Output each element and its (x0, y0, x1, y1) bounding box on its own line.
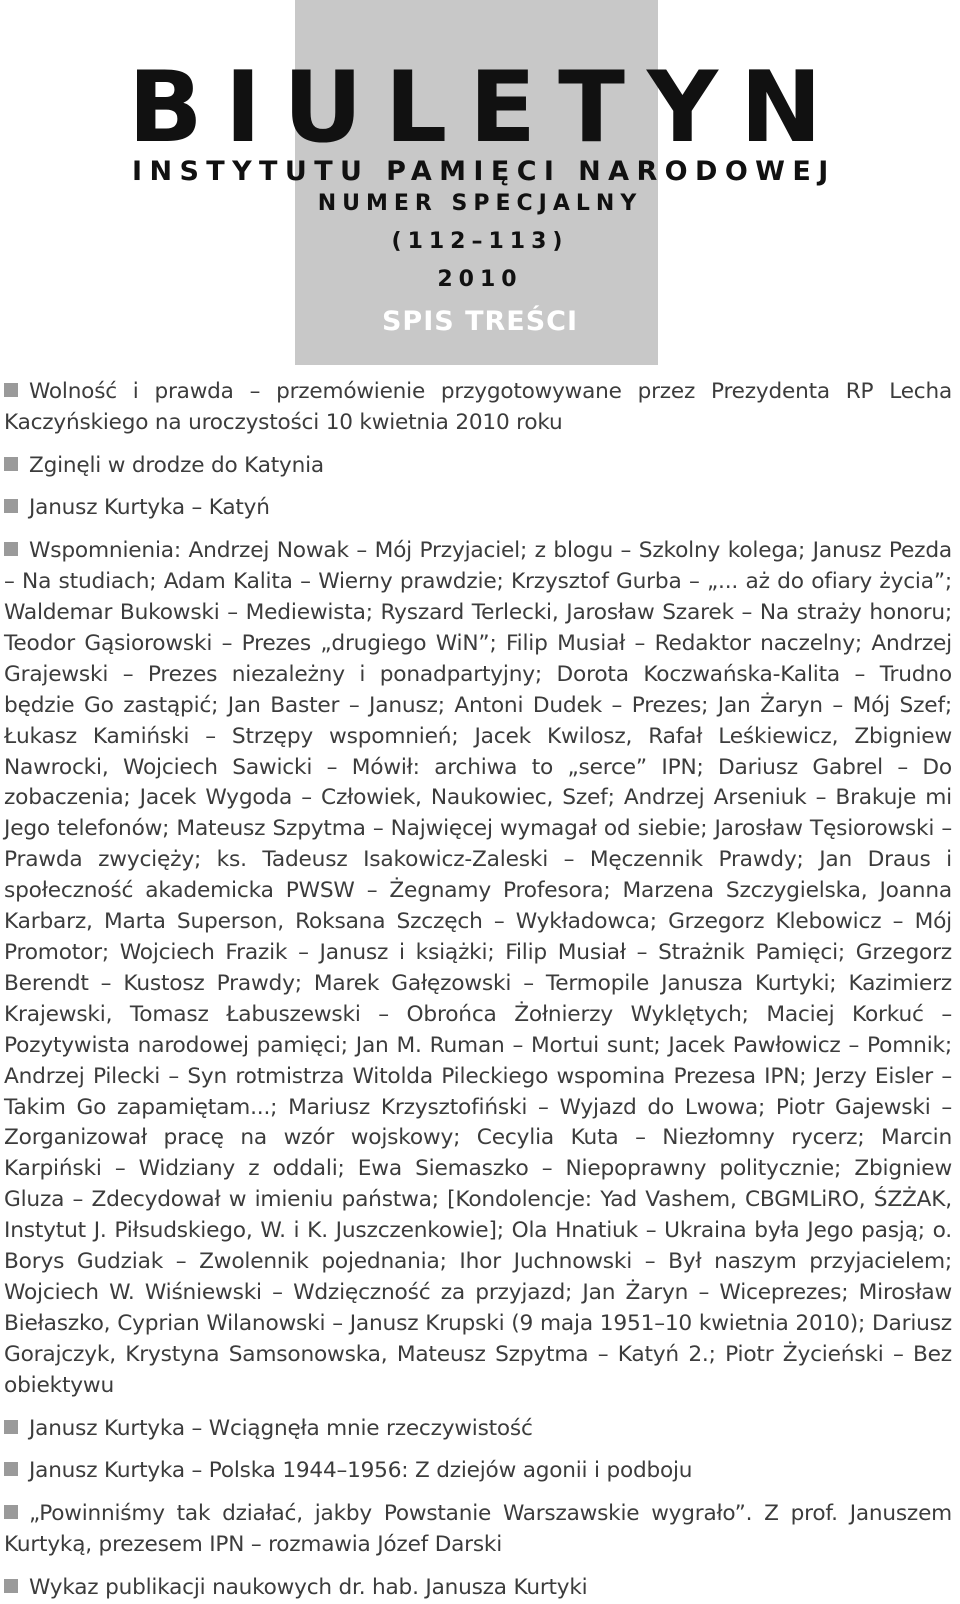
edition-label: NUMER SPECJALNY (317, 191, 643, 216)
toc-entry (4, 493, 952, 524)
square-bullet-icon (4, 457, 18, 471)
publication-subtitle: INSTYTUTU PAMIĘCI NARODOWEJ (132, 156, 836, 187)
square-bullet-icon (4, 1579, 18, 1593)
square-bullet-icon (4, 542, 18, 556)
toc-entry-text: Zginęli w drodze do Katynia (29, 452, 324, 478)
toc-entry-text: „Powinniśmy tak działać, jakby Powstanie Warszawskie wygrało”. Z prof. Januszem Kurtyką, prezesem IPN – rozmawia Józef Darski (4, 1501, 952, 1557)
square-bullet-icon (4, 499, 18, 513)
issue-year: 2010 (437, 267, 523, 292)
square-bullet-icon (4, 383, 18, 397)
toc-heading: SPIS TREŚCI (381, 306, 579, 337)
toc-entry-text: Wolność i prawda – przemówienie przygotowywane przez Prezydenta RP Lecha Kaczyńskiego na uroczystości 10 kwietnia 2010 roku (4, 379, 952, 435)
square-bullet-icon (4, 1505, 18, 1519)
toc-entry-text: Wspomnienia: Andrzej Nowak – Mój Przyjaciel; z blogu – Szkolny kolega; Janusz Pezda – Na studiach; Adam Kalita – Wierny prawdzie; Krzysztof Gurba – „... aż do ofiary życia”; Waldemar Bukowski – Mediewista; Ryszard Terlecki, Jarosław Szarek – Na straży honoru; Teodor Gąsiorowski – Prezes „drugiego WiN”; Filip Musiał – Redaktor naczelny; Andrzej Grajewski – Prezes niezależny i ponadpartyjny; Dorota Koczwańska-Kalita – Trudno będzie Go zastąpić; Jan Baster – Janusz; Antoni Dudek – Prezes; Jan Żaryn – Mój Szef; Łukasz Kamiński – Strzępy wspomnień; Jacek Kwilosz, Rafał Leśkiewicz, Zbigniew Nawrocki, Wojciech Sawicki – Mówił: archiwa to „serce” IPN; Dariusz Gabrel – Do zobaczenia; Jacek Wygoda – Człowiek, Naukowiec, Szef; Andrzej Arseniuk – Brakuje mi Jego telefonów; Mateusz Szpytma – Najwięcej wymagał od siebie; Jarosław Tęsiorowski – Prawda zwycięży; ks. Tadeusz Isakowicz-Zaleski – Męczennik Prawdy; Jan Draus i społeczność akademicka PWSW – Żegnamy Profesora; Marzena Szczygielska, Joanna Karbarz, Marta Superson, Roksana Szczęch – Wykładowca; Grzegorz Klebowicz – Mój Promotor; Wojciech Frazik – Janusz i książki; Filip Musiał – Strażnik Pamięci; Grzegorz Berendt – Kustosz Prawdy; Marek Gałęzowski – Termopile Janusza Kurtyki; Kazimierz Krajewski, Tomasz Łabuszewski – Obrońca Żołnierzy Wyklętych; Maciej Korkuć – Pozytywista narodowej pamięci; Jan M. Ruman – Mortui sunt; Jacek Pawłowicz – Pomnik; Andrzej Pilecki – Syn rotmistrza Witolda Pileckiego wspomina Prezesa IPN; Jerzy Eisler – Takim Go zapamiętam...; Mariusz Krzysztofiński – Wyjazd do Lwowa; Piotr Gajewski – Zorganizował pracę na wzór wojskowy; Cecylia Kuta – Niezłomny rycerz; Marcin Karpiński – Widziany z oddali; Ewa Siemaszko – Niepoprawny politycznie; Zbigniew Gluza – Zdecydował w imieniu państwa; [Kondolencje: Yad Vashem, CBGMLiRO, ŚZŻAK, Instytut J. Piłsudskiego, W. i K. Juszczenkowie]; Ola Hnatiuk – Ukraina była Jego pasją; o. Borys Gudziak – Zwolennik pojednania; Ihor Juchnowski – Był naszym przyjacielem; Wojciech W. Wiśniewski – Wdzięczność za przyjazd; Jan Żaryn – Wiceprezes; Mirosław Biełaszko, Cyprian Wilanowski – Janusz Krupski (9 maja 1951–10 kwietnia 2010); Dariusz Gorajczyk, Krystyna Samsonowska, Mateusz Szpytma – Katyń 2.; Piotr Życieński – Bez obiektywu (4, 538, 952, 1398)
publication-title: BIULETYN (128, 51, 844, 165)
toc-entry-text: Janusz Kurtyka – Wciągnęła mnie rzeczywistość (29, 1415, 533, 1441)
toc-entry (4, 1456, 952, 1487)
toc-entry (4, 536, 952, 1401)
toc-entry (4, 377, 952, 439)
toc-entry-text: Wykaz publikacji naukowych dr. hab. Janusza Kurtyki (29, 1574, 588, 1600)
toc-entry-text: Janusz Kurtyka – Polska 1944–1956: Z dziejów agonii i podboju (29, 1458, 693, 1484)
toc-entry (4, 1414, 952, 1445)
toc-entry (4, 451, 952, 482)
toc-entry (4, 1573, 952, 1604)
toc-entry (4, 1499, 952, 1561)
square-bullet-icon (4, 1420, 18, 1434)
toc-entry-text: Janusz Kurtyka – Katyń (29, 495, 270, 521)
table-of-contents (4, 377, 952, 1604)
issue-numbers: (112–113) (391, 229, 569, 254)
square-bullet-icon (4, 1462, 18, 1476)
